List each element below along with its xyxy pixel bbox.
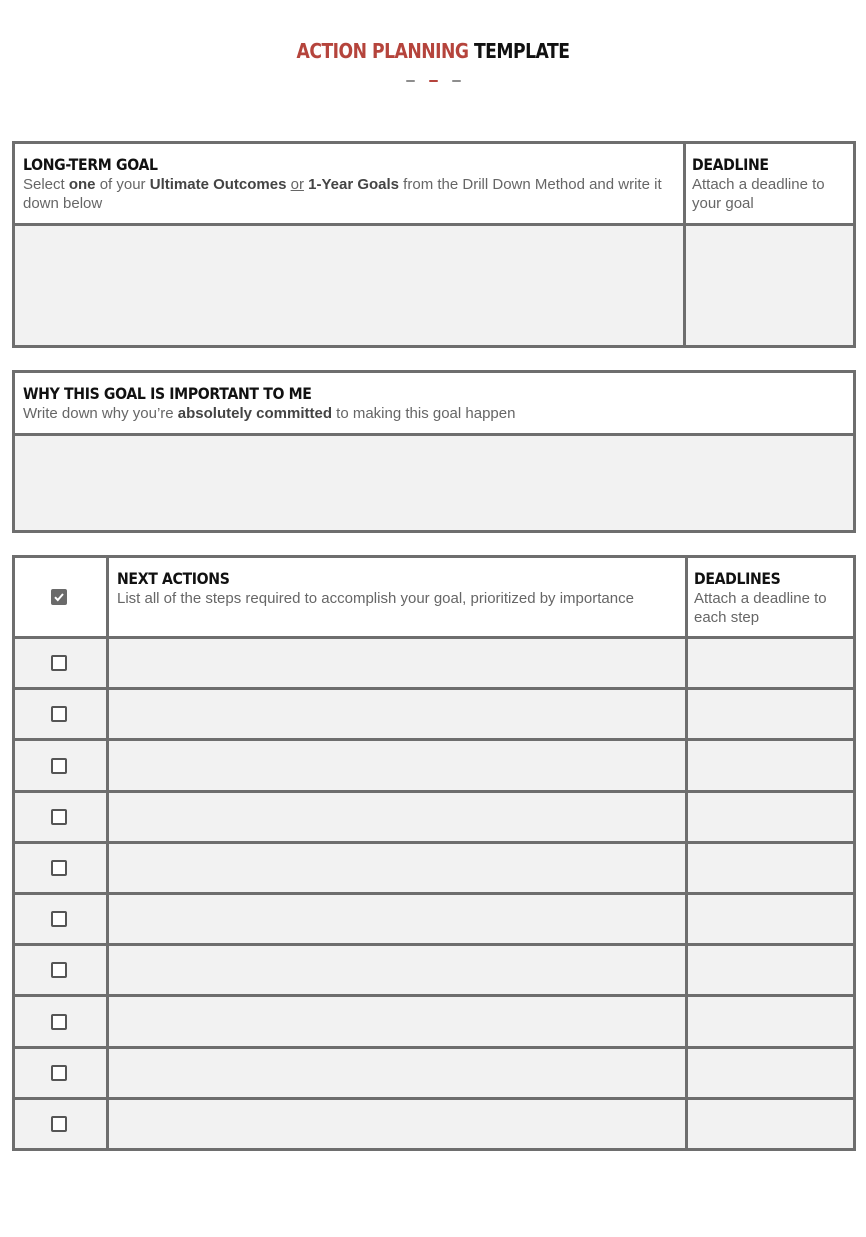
long-term-goal-section	[12, 141, 856, 348]
title-accent: ACTION PLANNING	[296, 39, 469, 63]
deadline-description: Attach a deadline to your goal	[692, 176, 825, 212]
action-deadline-input[interactable]	[688, 793, 853, 841]
deadline-header	[692, 155, 852, 213]
deadlines-heading: DEADLINES	[694, 569, 781, 588]
action-deadline-input[interactable]	[688, 895, 853, 943]
next-actions-heading: NEXT ACTIONS	[117, 569, 230, 588]
long-term-goal-header	[23, 155, 678, 213]
action-checkbox-icon[interactable]	[51, 962, 67, 978]
action-deadline-input[interactable]	[688, 639, 853, 687]
action-step-input[interactable]	[109, 741, 685, 790]
action-deadline-input[interactable]	[688, 1100, 853, 1148]
action-checkbox-icon[interactable]	[51, 911, 67, 927]
action-deadline-input[interactable]	[688, 690, 853, 738]
action-step-input[interactable]	[109, 946, 685, 994]
action-checkbox-icon[interactable]	[51, 655, 67, 671]
goal-deadline-input[interactable]	[686, 226, 853, 345]
action-deadline-input[interactable]	[688, 741, 853, 790]
long-term-goal-heading: LONG-TERM GOAL	[23, 155, 158, 174]
action-checkbox-icon[interactable]	[51, 1116, 67, 1132]
long-term-goal-input[interactable]	[15, 226, 683, 345]
action-deadline-input[interactable]	[688, 844, 853, 892]
why-important-header	[23, 384, 843, 423]
long-term-goal-description: Select one of your Ultimate Outcomes or 1-Year Goals from the Drill Down Method and write it down below	[23, 176, 662, 212]
action-step-input[interactable]	[109, 895, 685, 943]
action-step-input[interactable]	[109, 690, 685, 738]
why-important-section	[12, 370, 856, 533]
action-checkbox-icon[interactable]	[51, 809, 67, 825]
action-step-input[interactable]	[109, 639, 685, 687]
action-deadline-input[interactable]	[688, 997, 853, 1046]
action-step-input[interactable]	[109, 997, 685, 1046]
action-checkbox-icon[interactable]	[51, 1065, 67, 1081]
deadlines-header	[694, 569, 852, 627]
page-title	[61, 39, 806, 63]
action-step-input[interactable]	[109, 1049, 685, 1097]
action-checkbox-icon[interactable]	[51, 758, 67, 774]
action-step-input[interactable]	[109, 793, 685, 841]
next-actions-description: List all of the steps required to accomplish your goal, prioritized by importance	[117, 590, 634, 607]
why-important-heading: WHY THIS GOAL IS IMPORTANT TO ME	[23, 384, 312, 403]
action-checkbox-icon[interactable]	[51, 860, 67, 876]
action-step-input[interactable]	[109, 844, 685, 892]
why-important-description: Write down why you’re absolutely committed to making this goal happen	[23, 405, 516, 422]
action-checkbox-icon[interactable]	[51, 1014, 67, 1030]
action-deadline-input[interactable]	[688, 1049, 853, 1097]
title-divider	[406, 80, 462, 83]
why-important-input[interactable]	[15, 436, 853, 530]
action-checkbox-icon[interactable]	[51, 706, 67, 722]
next-actions-section	[12, 555, 856, 1151]
deadline-heading: DEADLINE	[692, 155, 769, 174]
action-step-input[interactable]	[109, 1100, 685, 1148]
title-rest: TEMPLATE	[473, 39, 570, 63]
deadlines-description: Attach a deadline to each step	[694, 590, 827, 626]
action-deadline-input[interactable]	[688, 946, 853, 994]
next-actions-header	[117, 569, 677, 608]
header-checked-checkbox-icon	[51, 589, 67, 605]
